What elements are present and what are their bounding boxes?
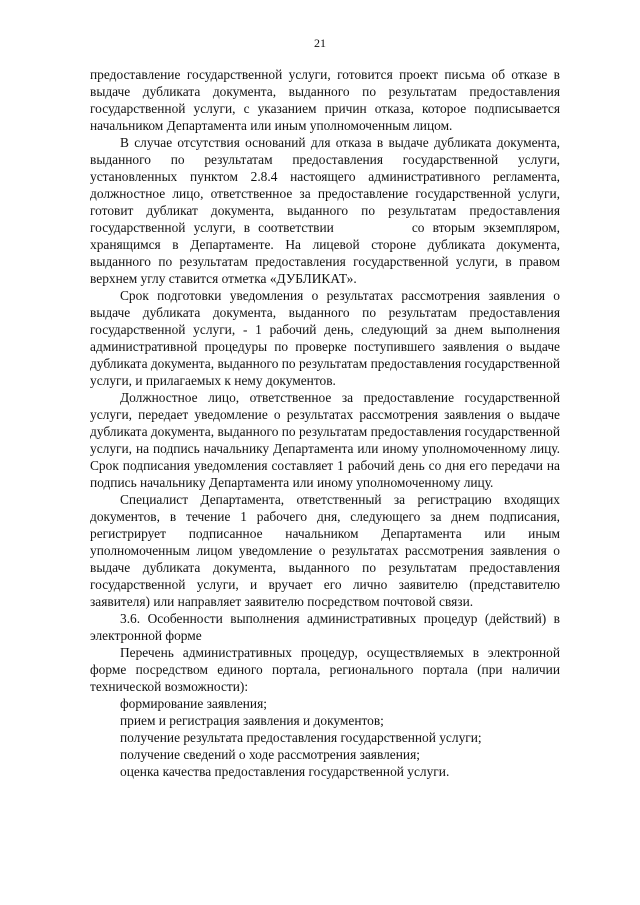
section-heading-3-6: 3.6. Особенности выполнения административных процедур (действий) в электронной форме	[90, 611, 560, 643]
paragraph-refusal-letter: предоставление государственной услуги, готовится проект письма об отказе в выдаче дубликата документа, выданного по результатам предоставления государственной услуги, с указанием причин отказа, которое подписывается начальником Департамента или иным уполномоченным лицом.	[90, 67, 560, 133]
list-item: формирование заявления;	[120, 696, 267, 711]
list-item: прием и регистрация заявления и документов;	[120, 713, 384, 728]
page-number: 21	[314, 36, 326, 50]
procedures-list	[90, 695, 560, 780]
list-item: получение результата предоставления государственной услуги;	[120, 730, 482, 745]
paragraph-duplicate-preparation	[90, 134, 560, 287]
list-item: получение сведений о ходе рассмотрения заявления;	[120, 747, 420, 762]
paragraph-registration: Специалист Департамента, ответственный за регистрацию входящих документов, в течение 1 рабочего дня, следующего за днем подписания, регистрирует подписанное начальником Департамента или иным уполномоченным лицом уведомление о результатах рассмотрения заявления о выдаче дубликата документа, выданного по результатам предоставления государственной услуги, и вручает его лично заявителю (представителю заявителя) или направляет заявителю посредством почтовой связи.	[90, 492, 560, 609]
paragraph-procedures-intro: Перечень административных процедур, осуществляемых в электронной форме посредством единого портала, регионального портала (при наличии технической возможности):	[90, 645, 560, 694]
paragraph-duplicate-preparation-part2: со вторым экземпляром, хранящимся в Департаменте. На лицевой стороне дубликата документа, выданного по результатам предоставления государственной услуги, в правом верхнем углу ставится отметка «ДУБЛИКАТ».	[90, 220, 560, 286]
list-item: оценка качества предоставления государственной услуги.	[120, 764, 450, 779]
document-body	[90, 66, 560, 780]
paragraph-duplicate-preparation-part1: В случае отсутствия оснований для отказа в выдаче дубликата документа, выданного по результатам предоставления государственной услуги, установленных пунктом 2.8.4 настоящего административного регламента, должностное лицо, ответственное за предоставление государственной услуги, готовит дубликат документа, выданного по результатам предоставления государственной услуги, в соответствии	[90, 135, 560, 235]
paragraph-official-signature: Должностное лицо, ответственное за предоставление государственной услуги, передает уведомление о результатах рассмотрения заявления о выдаче дубликата документа, выданного по результатам предоставления государственной услуги, на подпись начальнику Департамента или иному уполномоченному лицу. Срок подписания уведомления составляет 1 рабочий день со дня его передачи на подпись начальнику Департамента или иному уполномоченному лицу.	[90, 390, 560, 490]
paragraph-notification-deadline: Срок подготовки уведомления о результатах рассмотрения заявления о выдаче дубликата документа, выданного по результатам предоставления государственной услуги, - 1 рабочий день, следующий за днем выполнения административной процедуры по проверке поступившего заявления о выдаче дубликата документа, выданного по результатам предоставления государственной услуги, и прилагаемых к нему документов.	[90, 288, 560, 388]
